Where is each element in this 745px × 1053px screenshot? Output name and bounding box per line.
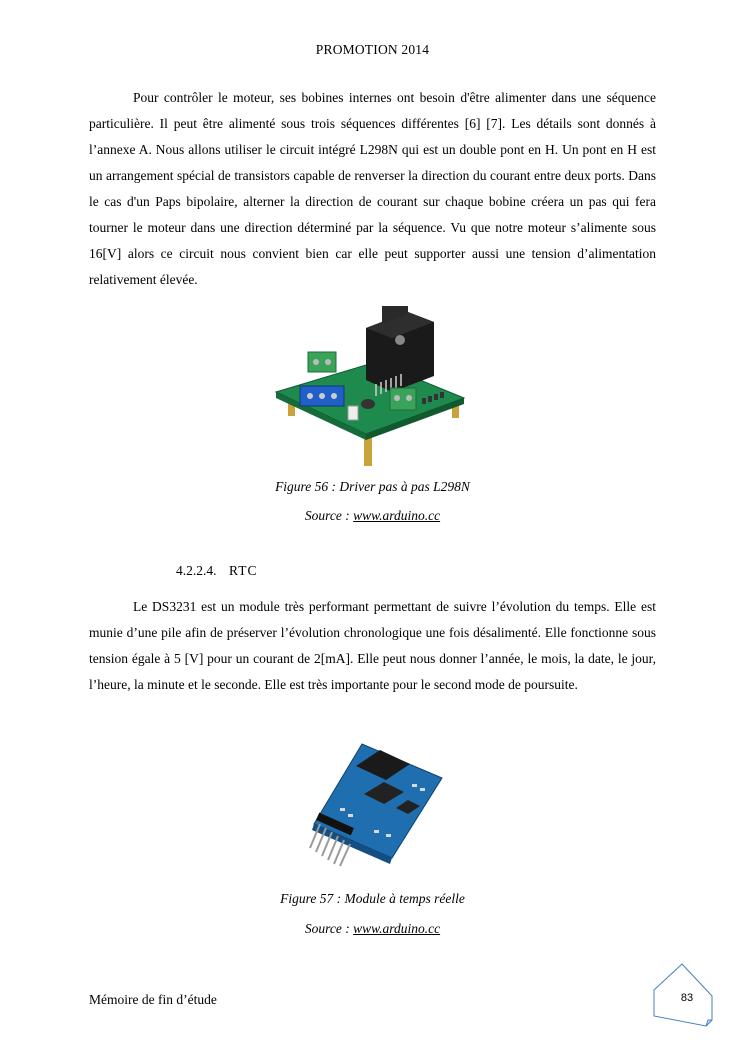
- paragraph-l298n: [89, 85, 656, 293]
- page-header: PROMOTION 2014: [315, 42, 430, 57]
- figure-57-caption: Figure 57 : Module à temps réelle: [280, 891, 465, 906]
- source-link[interactable]: www.arduino.cc: [353, 921, 441, 936]
- capacitor: [361, 399, 375, 409]
- section-title: RTC: [229, 563, 258, 578]
- standoff: [364, 436, 372, 466]
- screw: [394, 395, 400, 401]
- screw: [319, 393, 325, 399]
- figure-56-source: [0, 508, 745, 524]
- heatsink-screw: [395, 335, 405, 345]
- rtc-module-image: [300, 738, 446, 868]
- terminal-block: [308, 352, 336, 372]
- screw: [325, 359, 331, 365]
- figure-56-caption: Figure 56 : Driver pas à pas L298N: [275, 479, 470, 494]
- switch: [348, 406, 358, 420]
- figure-57-source: [0, 921, 745, 937]
- section-number: 4.2.2.4.: [176, 563, 217, 578]
- paragraph-rtc-text: Le DS3231 est un module très performant permettant de suivre l’évolution du temps. Elle est munie d’une pile afin de préserver l’évolution chronologique une fois désalimenté. Elle fonctionne sous tension égale à 5 [V] pour un courant de 2[mA]. Elle peut nous donner l’année, le mois, la date, le jour, l’heure, la minute et le seconde. Elle est très importante pour le second mode de poursuite.: [89, 599, 656, 692]
- paragraph-rtc: [89, 594, 656, 698]
- section-heading: [176, 563, 257, 579]
- source-label: Source :: [304, 508, 354, 523]
- paragraph-l298n-text: Pour contrôler le moteur, ses bobines internes ont besoin d'être alimenter dans une séquence particulière. Il peut être alimenté sous trois séquences différentes [6] [7]. Les détails sont donnés à l’annexe A. Nous allons utiliser le circuit intégré L298N qui est un double pont en H. Un pont en H est un arrangement spécial de transistors capable de renverser la direction du courant entre deux ports. Dans le cas d'un Paps bipolaire, alterner la direction de courant sur chaque bobine créera un pas qui fera tourner le moteur dans une direction déterminé par la séquence. Vu que notre moteur s’alimente sous 16[V] alors ce circuit nous convient bien car elle peut supporter aussi une tension d’alimentation relativement élevée.: [89, 90, 656, 287]
- source-link[interactable]: www.arduino.cc: [353, 508, 441, 523]
- l298n-driver-image: [270, 306, 470, 470]
- terminal-block: [390, 388, 416, 410]
- screw: [307, 393, 313, 399]
- page-footer: Mémoire de fin d’étude: [89, 992, 217, 1007]
- source-label: Source :: [304, 921, 354, 936]
- page-number: 83: [680, 992, 694, 1004]
- screw: [406, 395, 412, 401]
- screw: [313, 359, 319, 365]
- screw: [331, 393, 337, 399]
